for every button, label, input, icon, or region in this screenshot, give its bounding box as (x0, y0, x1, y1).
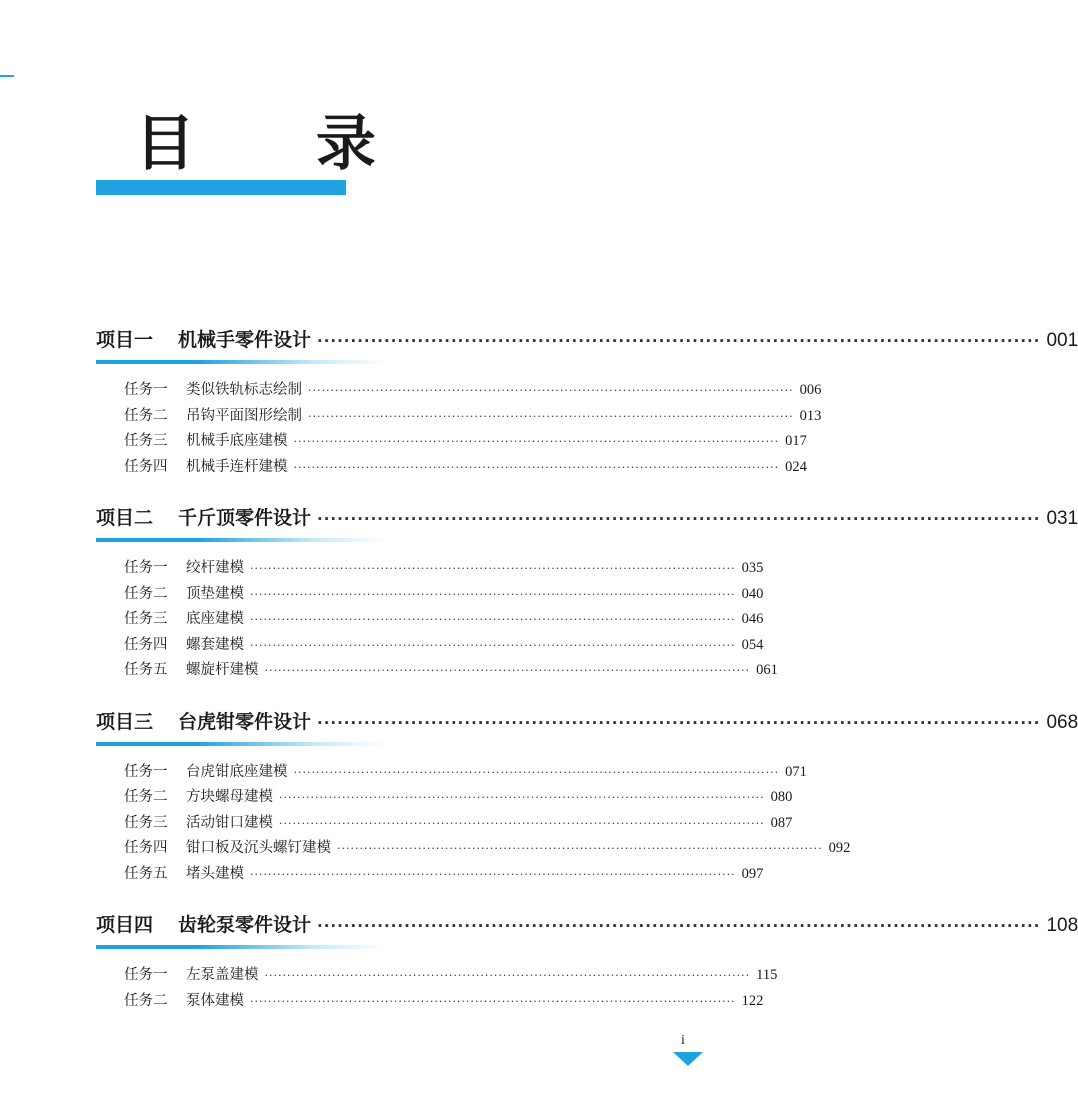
toc-task-entry[interactable] (96, 378, 822, 404)
task-number: 任务二 (124, 407, 168, 424)
dot-leader: ············································································································ (250, 613, 736, 626)
toc-project (96, 498, 1078, 684)
task-number: 任务一 (124, 763, 168, 780)
task-number: 任务五 (124, 865, 168, 882)
task-page-number: 122 (741, 992, 764, 1009)
task-title: 吊钩平面图形绘制 (186, 407, 302, 424)
task-title: 左泵盖建模 (186, 967, 259, 983)
task-number: 任务四 (124, 636, 168, 653)
project-number: 项目三 (96, 710, 154, 733)
project-title: 齿轮泵零件设计 (178, 914, 312, 936)
toc-task-entry[interactable] (96, 989, 764, 1015)
task-page-number: 006 (799, 382, 822, 398)
dot-leader: ············································································································ (317, 713, 1041, 732)
task-page-number: 080 (770, 789, 793, 805)
task-number: 任务四 (124, 458, 168, 475)
toc-task-entry[interactable] (96, 556, 764, 582)
corner-mark (0, 75, 14, 77)
task-page-number: 040 (741, 585, 764, 602)
task-title: 类似铁轨标志绘制 (186, 382, 302, 398)
task-title: 活动钳口建模 (186, 814, 273, 831)
toc-task-entry[interactable] (96, 607, 764, 633)
toc-task-entry[interactable] (96, 455, 807, 481)
dot-leader: ············································································································ (250, 587, 736, 601)
task-number: 任务五 (124, 662, 168, 678)
title-underline-bar (96, 180, 346, 195)
task-number: 任务三 (124, 433, 168, 449)
toc-project (96, 320, 1078, 480)
project-page-number: 031 (1046, 508, 1078, 529)
dot-leader: ············································································································ (308, 409, 794, 423)
task-page-number: 013 (799, 407, 822, 424)
dot-leader: ············································································································ (317, 917, 1041, 935)
toc-project (96, 905, 1078, 1014)
project-page-number: 068 (1046, 711, 1078, 733)
task-page-number: 017 (785, 433, 807, 449)
task-number: 任务三 (124, 611, 168, 627)
toc-task-entry[interactable] (96, 582, 764, 608)
toc-project-entry[interactable] (96, 702, 1078, 742)
project-page-number: 001 (1046, 330, 1078, 351)
dot-leader: ············································································································ (293, 435, 780, 448)
dot-leader: ············································································································ (317, 332, 1041, 350)
project-title: 台虎钳零件设计 (178, 710, 312, 733)
toc-project-entry[interactable] (96, 905, 1078, 945)
task-title: 方块螺母建模 (186, 789, 273, 805)
task-number: 任务一 (124, 382, 168, 398)
dot-leader: ············································································································ (317, 510, 1041, 528)
toc-task-entry[interactable] (96, 862, 764, 888)
task-number: 任务四 (124, 840, 168, 856)
task-page-number: 035 (741, 560, 764, 576)
task-page-number: 115 (756, 967, 778, 983)
toc-task-entry[interactable] (96, 633, 764, 659)
project-title: 机械手零件设计 (178, 329, 312, 351)
project-number: 项目四 (96, 914, 154, 936)
task-title: 钳口板及沉头螺钉建模 (186, 840, 331, 856)
task-number: 任务一 (124, 560, 168, 576)
toc-task-entry[interactable] (96, 760, 807, 786)
task-page-number: 024 (785, 458, 807, 475)
task-page-number: 054 (741, 636, 764, 653)
dot-leader: ············································································································ (293, 460, 780, 474)
task-page-number: 061 (756, 662, 778, 678)
task-number: 任务二 (124, 992, 168, 1009)
toc-task-entry[interactable] (96, 429, 807, 455)
task-title: 绞杆建模 (186, 560, 244, 576)
task-title: 螺旋杆建模 (186, 662, 259, 678)
toc-task-entry[interactable] (96, 836, 851, 862)
task-number: 任务一 (124, 967, 168, 983)
task-page-number: 046 (741, 611, 764, 627)
dot-leader: ············································································································ (250, 638, 736, 652)
project-page-number: 108 (1046, 915, 1078, 936)
dot-leader: ············································································································ (279, 791, 765, 804)
project-title: 千斤顶零件设计 (178, 507, 312, 529)
dot-leader: ············································································································ (250, 562, 736, 575)
dot-leader: ············································································································ (264, 969, 751, 982)
toc-project-entry[interactable] (96, 498, 1078, 538)
task-title: 泵体建模 (186, 992, 244, 1009)
task-number: 任务二 (124, 585, 168, 602)
task-page-number: 071 (785, 763, 807, 780)
task-title: 机械手底座建模 (186, 433, 288, 449)
task-title: 堵头建模 (186, 865, 244, 882)
page-title: 目 录 (135, 109, 426, 179)
dot-leader: ············································································································ (250, 867, 736, 881)
toc-task-entry[interactable] (96, 963, 778, 989)
toc-task-entry[interactable] (96, 785, 793, 811)
dot-leader: ············································································································ (293, 765, 780, 779)
toc-project-entry[interactable] (96, 320, 1078, 360)
task-page-number: 087 (770, 814, 793, 831)
dot-leader: ············································································································ (308, 384, 794, 397)
toc-task-entry[interactable] (96, 404, 822, 430)
task-title: 顶垫建模 (186, 585, 244, 602)
project-number: 项目一 (96, 329, 154, 351)
task-page-number: 092 (828, 840, 851, 856)
task-title: 底座建模 (186, 611, 244, 627)
dot-leader: ············································································································ (250, 994, 736, 1008)
down-triangle-icon (673, 1052, 703, 1066)
task-title: 台虎钳底座建模 (186, 763, 288, 780)
toc-task-entry[interactable] (96, 658, 778, 684)
page-number: i (681, 1033, 685, 1048)
task-title: 螺套建模 (186, 636, 244, 653)
dot-leader: ············································································································ (337, 842, 823, 855)
task-number: 任务二 (124, 789, 168, 805)
dot-leader: ············································································································ (279, 816, 765, 830)
project-number: 项目二 (96, 507, 154, 529)
dot-leader: ············································································································ (264, 664, 751, 677)
toc-project (96, 702, 1078, 888)
task-title: 机械手连杆建模 (186, 458, 288, 475)
toc-task-entry[interactable] (96, 811, 793, 837)
task-page-number: 097 (741, 865, 764, 882)
task-number: 任务三 (124, 814, 168, 831)
table-of-contents (96, 320, 1078, 1032)
